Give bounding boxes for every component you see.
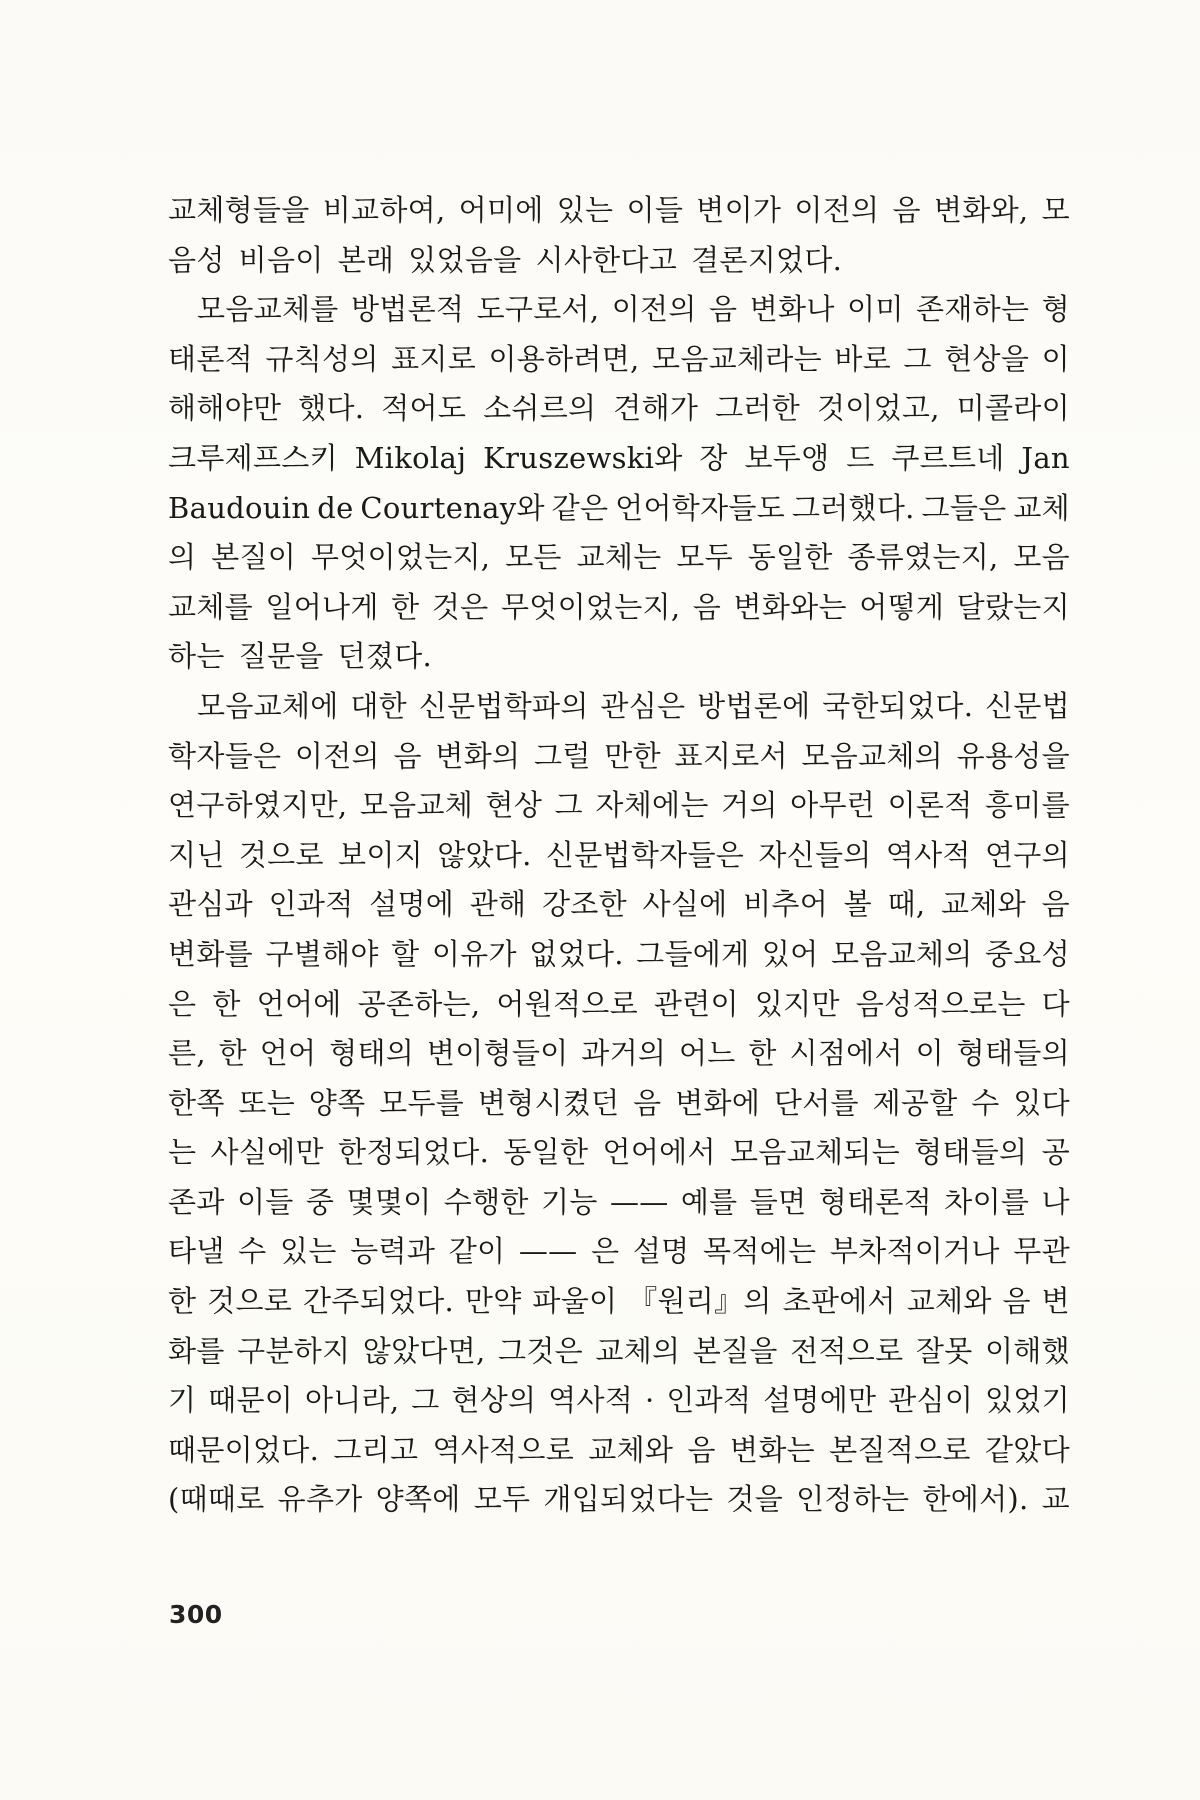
word: 비추어 — [743, 887, 829, 922]
word: 언어에 — [256, 986, 342, 1021]
word: 제공할 — [872, 1085, 958, 1120]
word: 이용하려면, — [488, 341, 640, 376]
word: 과거의 — [581, 1036, 667, 1071]
word: 형태론적 — [818, 1184, 932, 1219]
text-line — [168, 1128, 1070, 1178]
word: 때문이 — [208, 1383, 294, 1418]
word: 표지로 — [391, 341, 477, 376]
word: 음 — [692, 589, 722, 624]
word: 형태들의 — [956, 1036, 1070, 1071]
word: 비교하여, — [322, 193, 446, 227]
word: 없었다. — [529, 936, 624, 971]
word: 아무런 — [790, 788, 876, 823]
word: 소쉬르의 — [483, 391, 597, 426]
word: 의 — [168, 540, 197, 575]
word: 자신들의 — [758, 837, 872, 872]
word: 적어도 — [381, 391, 467, 426]
word: 있는 — [556, 193, 614, 227]
word: 쿠르트네 — [891, 440, 1005, 475]
word: 그럴 — [534, 738, 591, 773]
word: 그것은 — [498, 1333, 583, 1368]
word: 음 — [892, 193, 921, 227]
text-line — [168, 533, 1070, 583]
word: 연구의 — [984, 837, 1070, 872]
word: 교체와 — [906, 1284, 992, 1319]
word: 교 — [1041, 1482, 1070, 1517]
text-line — [168, 335, 1070, 385]
word: 변 — [1041, 1284, 1070, 1319]
word: 교체 — [1013, 490, 1070, 525]
word: 화를 — [168, 1333, 225, 1368]
word: 역사적으로 — [432, 1432, 575, 1467]
word: 타낼 — [168, 1234, 225, 1269]
word: 때, — [887, 887, 926, 922]
word: 존재하는 — [916, 292, 1030, 327]
word: 모음교체에 — [197, 688, 339, 723]
word: 결론지었다. — [691, 242, 843, 277]
word: 현상 — [485, 788, 543, 823]
word: —— — [518, 1234, 578, 1269]
word: 그 — [903, 341, 932, 376]
word: 그들에게 — [636, 936, 750, 971]
word: 인과적 — [666, 1383, 752, 1418]
word: 역사적 — [548, 1383, 634, 1418]
word: 표지로서 — [674, 738, 788, 773]
word: 변화와, — [933, 193, 1029, 227]
word: 변화에 — [675, 1085, 761, 1120]
word: 때문이었다. — [168, 1432, 320, 1467]
word: 던졌다. — [337, 639, 433, 674]
word: 관심과 — [168, 887, 253, 922]
text-line — [168, 732, 1070, 782]
word: 이전의 — [611, 292, 697, 327]
word: 『원리』의 — [628, 1284, 772, 1319]
word: 은 — [168, 986, 197, 1021]
word: 신문법학파의 — [418, 688, 589, 723]
text-line — [168, 1475, 1070, 1525]
word: 했다. — [298, 391, 365, 426]
text-line — [168, 583, 1070, 633]
word: 모음교체되는 — [730, 1135, 900, 1170]
word: 목적에는 — [703, 1234, 817, 1269]
word: 음 — [393, 738, 422, 773]
word: 이들 — [236, 1184, 294, 1219]
word: 변이형들이 — [426, 1036, 569, 1071]
word: 기능 — [541, 1184, 598, 1219]
word: 미콜라이 — [956, 391, 1070, 426]
word: Baudouin — [168, 490, 311, 525]
word: 본래 — [337, 242, 395, 277]
word: 않았다. — [437, 837, 532, 872]
word: 초판에서 — [782, 1284, 896, 1319]
word: 것으로 — [238, 837, 324, 872]
word: 이전의 — [294, 738, 380, 773]
word: 이론적 — [887, 788, 973, 823]
word: 공존하는, — [357, 986, 481, 1021]
word: 다 — [1041, 986, 1070, 1021]
word: 그러했다. — [791, 490, 915, 525]
word: 기 — [168, 1383, 197, 1418]
word: 어떻게 — [859, 589, 945, 624]
word: 역사적 — [885, 837, 971, 872]
text-line — [168, 1227, 1070, 1277]
word: 그 — [411, 1383, 440, 1418]
word: 비음이 — [238, 242, 324, 277]
word: 유용성을 — [956, 738, 1070, 773]
word: 드 — [846, 440, 875, 475]
word: 방법론에 — [697, 688, 811, 723]
text-line — [168, 484, 1070, 534]
word: 교체를 — [168, 589, 253, 624]
word: (때때로 — [168, 1482, 265, 1517]
word: 않았다면, — [362, 1333, 486, 1368]
word: Kruszewski와 — [483, 440, 683, 475]
word: 나 — [1041, 1184, 1070, 1219]
word: 변화를 — [168, 936, 253, 971]
word: 모음 — [1013, 540, 1070, 575]
word: 같았다 — [984, 1432, 1070, 1467]
word: Courtenay와 — [360, 490, 545, 525]
text-line — [168, 1426, 1070, 1476]
word: 인정하는 — [796, 1482, 910, 1517]
word: 어미에 — [458, 193, 544, 227]
word: 관련이 — [653, 986, 739, 1021]
word: 구별해야 — [265, 936, 379, 971]
word: 지닌 — [168, 837, 225, 872]
text-line — [168, 880, 1070, 930]
word: 변화와는 — [733, 589, 847, 624]
word: 장 — [699, 440, 728, 475]
word: 거의 — [721, 788, 778, 823]
word: 은 — [591, 1234, 620, 1269]
word: 형 — [1041, 292, 1070, 327]
word: 이들 — [626, 193, 684, 227]
word: 것으로 — [207, 1284, 293, 1319]
word: de — [317, 490, 354, 525]
word: 설명에만 — [763, 1383, 877, 1418]
word: 변형시켰던 — [477, 1085, 620, 1120]
word: 구분하지 — [237, 1333, 351, 1368]
word: 견해가 — [613, 391, 699, 426]
word: 본질을 — [692, 1333, 778, 1368]
word: 관해 — [469, 887, 527, 922]
word: 형태의 — [329, 1036, 415, 1071]
word: 변화는 — [730, 1432, 815, 1467]
word: 이 — [1041, 341, 1070, 376]
word: 바로 — [834, 341, 891, 376]
word: 자체에는 — [595, 788, 709, 823]
text-line — [168, 1079, 1070, 1129]
word: 방법론적 — [350, 292, 465, 327]
text-line — [168, 1376, 1070, 1426]
text-line — [168, 1029, 1070, 1079]
word: 만약 — [464, 1284, 522, 1319]
word: 크루제프스키 — [168, 440, 338, 475]
word: 보이지 — [338, 837, 423, 872]
word: —— — [609, 1184, 669, 1219]
word: 전적으로 — [790, 1333, 904, 1368]
word: 있는 — [280, 1234, 337, 1269]
text-line — [168, 186, 1070, 236]
word: 한 — [212, 986, 241, 1021]
word: 교체는 — [576, 540, 662, 575]
word: 모두 — [473, 1482, 531, 1517]
word: 학자들은 — [168, 738, 282, 773]
word: 단서를 — [773, 1085, 859, 1120]
word: 해해야만 — [168, 391, 282, 426]
word: 강조한 — [541, 887, 627, 922]
text-line — [168, 384, 1070, 434]
word: 것은 — [431, 589, 489, 624]
word: 부차적이거나 — [829, 1234, 1000, 1269]
word: 른, — [168, 1036, 206, 1071]
word: 있었음을 — [408, 242, 522, 277]
word: 연구하였지만, — [168, 788, 348, 823]
word: 사실에 — [642, 887, 728, 922]
word: 이해했 — [984, 1333, 1070, 1368]
text-line — [168, 632, 1070, 682]
word: 사실에만 — [210, 1135, 324, 1170]
word: 수행한 — [443, 1184, 529, 1219]
word: 어원적으로 — [496, 986, 638, 1021]
word: 시점에서 — [789, 1036, 903, 1071]
word: 음 — [1002, 1284, 1031, 1319]
word: 교체와 — [588, 1432, 674, 1467]
word: 수 — [238, 1234, 267, 1269]
word: 그들은 — [921, 490, 1007, 525]
word: 볼 — [843, 887, 872, 922]
word: 같이 — [448, 1234, 506, 1269]
word: 관심은 — [600, 688, 686, 723]
word: 유추가 — [277, 1482, 363, 1517]
word: 한쪽 — [168, 1085, 225, 1120]
word: 중 — [305, 1184, 335, 1219]
word: 한정되었다. — [338, 1135, 490, 1170]
word: 있어 — [761, 936, 819, 971]
text-line — [168, 1327, 1070, 1377]
word: 같은 — [551, 490, 609, 525]
word: Mikolaj — [354, 440, 467, 475]
word: 교체와 — [941, 887, 1026, 922]
word: 본질적으로 — [829, 1432, 971, 1467]
word: 모두 — [676, 540, 733, 575]
word: 언어에서 — [602, 1135, 716, 1170]
text-line — [168, 682, 1070, 732]
word: 음 — [633, 1085, 662, 1120]
word: 파울이 — [532, 1284, 618, 1319]
word: 음성적으로는 — [855, 986, 1026, 1021]
word: 도구로서, — [476, 292, 600, 327]
word: 인과적 — [268, 887, 354, 922]
word: 신문법 — [985, 688, 1070, 723]
word: 음 — [687, 1432, 716, 1467]
word: 양쪽 — [308, 1085, 366, 1120]
word: 모든 — [505, 540, 562, 575]
word: 있다 — [1013, 1085, 1070, 1120]
word: 종류였는지, — [847, 540, 999, 575]
word: 설명에 — [369, 887, 455, 922]
word: 규칙성의 — [265, 341, 379, 376]
word: 차이를 — [944, 1184, 1030, 1219]
word: 흥미를 — [984, 788, 1070, 823]
word: 이 — [915, 1036, 944, 1071]
text-line — [168, 980, 1070, 1030]
word: 개입되었다는 — [543, 1482, 714, 1517]
word: 언어 — [259, 1036, 317, 1071]
word: 이전의 — [794, 193, 880, 227]
word: 것을 — [726, 1482, 784, 1517]
word: 본질이 — [211, 540, 297, 575]
word: 이유가 — [431, 936, 517, 971]
text-line — [168, 434, 1070, 484]
word: 중요성 — [984, 936, 1070, 971]
word: 무관 — [1013, 1234, 1070, 1269]
word: 또는 — [238, 1085, 296, 1120]
word: 음 — [1041, 887, 1070, 922]
word: 모음교체의 — [830, 936, 973, 971]
word: 관심이 — [888, 1383, 974, 1418]
word: 모음교체를 — [197, 292, 339, 327]
word: 변이가 — [696, 193, 782, 227]
word: 모음교체 — [359, 788, 474, 823]
word: 모두를 — [379, 1085, 465, 1120]
text-line — [168, 285, 1070, 335]
word: 이미 — [847, 292, 904, 327]
word: 한 — [391, 589, 420, 624]
word: Jan — [1021, 440, 1070, 475]
word: 국한되었다. — [822, 688, 974, 723]
word: 어느 — [678, 1036, 736, 1071]
word: 있지만 — [754, 986, 840, 1021]
word: 공 — [1041, 1135, 1070, 1170]
word: 있었기 — [984, 1383, 1070, 1418]
word: 대한 — [350, 688, 407, 723]
word: 간주되었다. — [302, 1284, 455, 1319]
word: 현상의 — [451, 1383, 537, 1418]
word: 수 — [971, 1085, 1000, 1120]
word: 아니라, — [304, 1383, 400, 1418]
word: 는 — [168, 1135, 197, 1170]
word: · — [644, 1383, 655, 1418]
word: 양쪽에 — [375, 1482, 461, 1517]
word: 보두앵 — [744, 440, 830, 475]
word: 현상을 — [944, 341, 1030, 376]
text-line — [168, 831, 1070, 881]
word: 할 — [391, 936, 420, 971]
word: 무엇이었는지, — [310, 540, 491, 575]
word: 질문을 — [238, 639, 324, 674]
word: 능력과 — [350, 1234, 436, 1269]
word: 몇몇이 — [346, 1184, 432, 1219]
word: 변화의 — [435, 738, 521, 773]
word: 음 — [709, 292, 738, 327]
word: 만한 — [604, 738, 661, 773]
word: 동일한 — [747, 540, 833, 575]
word: 한에서). — [922, 1482, 1029, 1517]
word: 설명 — [632, 1234, 690, 1269]
word: 것이었고, — [816, 391, 940, 426]
word: 예를 — [680, 1184, 738, 1219]
word: 동일한 — [503, 1135, 589, 1170]
word: 하는 — [168, 639, 225, 674]
word: 형태들의 — [914, 1135, 1028, 1170]
body-text — [168, 186, 1070, 1525]
word: 그 — [554, 788, 583, 823]
word: 달랐는지 — [956, 589, 1070, 624]
word: 시사한다고 — [535, 242, 678, 277]
word: 모음교체라는 — [652, 341, 822, 376]
word: 변화나 — [749, 292, 835, 327]
text-line — [168, 930, 1070, 980]
word: 무엇이었는지, — [500, 589, 681, 624]
text-line — [168, 1277, 1070, 1327]
word: 한 — [168, 1284, 197, 1319]
word: 태론적 — [168, 341, 253, 376]
word: 그리고 — [333, 1432, 419, 1467]
text-line — [168, 1178, 1070, 1228]
word: 모음교체의 — [801, 738, 943, 773]
word: 들면 — [749, 1184, 807, 1219]
word: 한 — [218, 1036, 247, 1071]
word: 교체의 — [595, 1333, 681, 1368]
text-line — [168, 236, 1070, 286]
word: 그러한 — [715, 391, 801, 426]
word: 교체형들을 — [168, 193, 310, 227]
word: 모 — [1041, 193, 1070, 227]
word: 음성 — [168, 242, 225, 277]
word: 잘못 — [915, 1333, 973, 1368]
word: 한 — [748, 1036, 777, 1071]
text-line — [168, 781, 1070, 831]
page-number: 300 — [169, 1600, 223, 1629]
word: 신문법학자들은 — [545, 837, 745, 872]
word: 일어나게 — [265, 589, 379, 624]
word: 언어학자들도 — [615, 490, 786, 525]
word: 존과 — [168, 1184, 225, 1219]
